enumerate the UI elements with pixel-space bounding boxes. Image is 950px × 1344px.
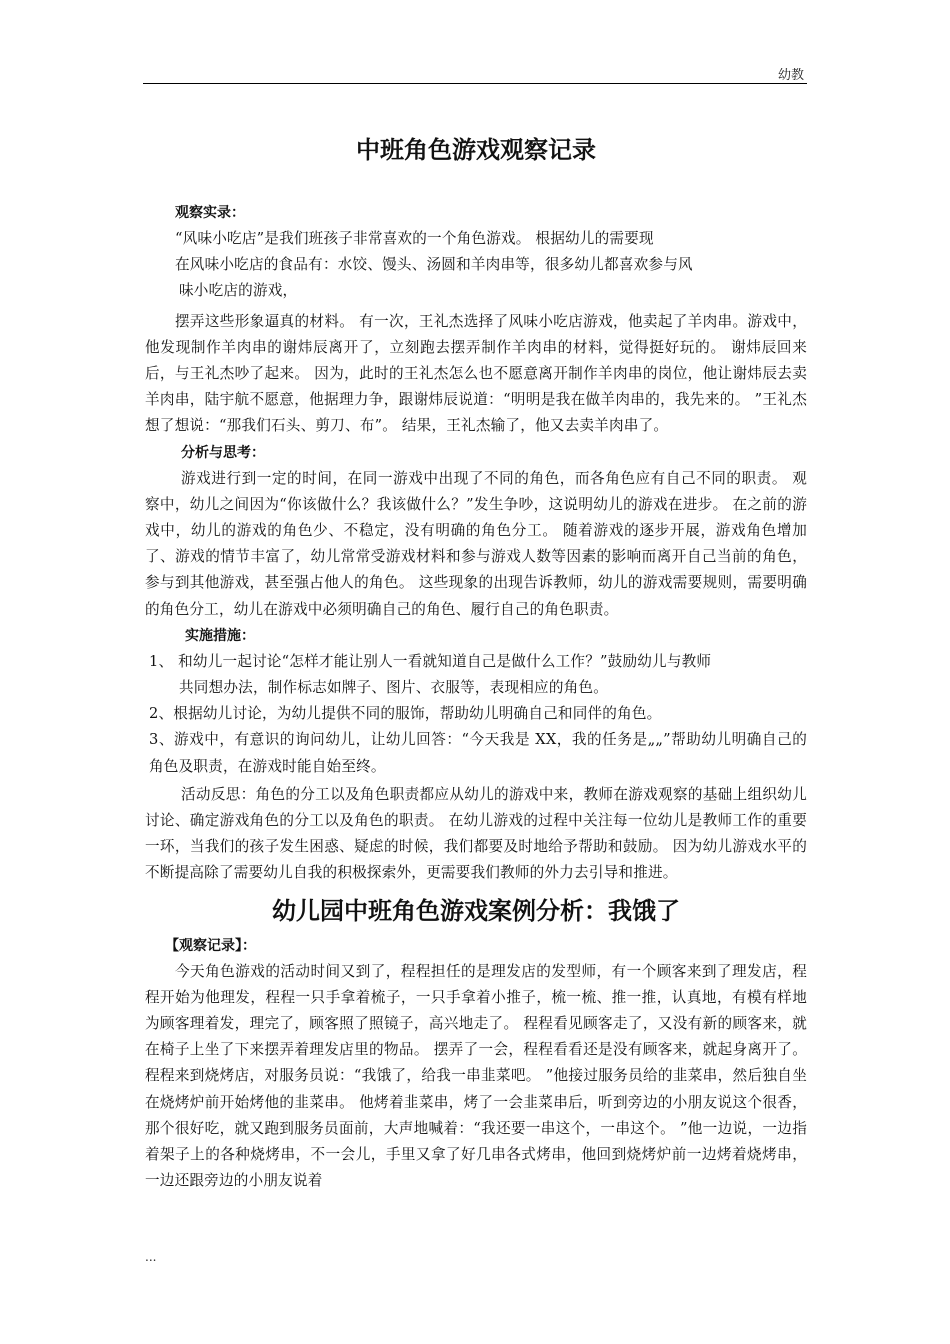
measure-item-1: 1、 和幼儿一起讨论“怎样才能让别人一看就知道自己是做什么工作？”鼓励幼儿与教师 (149, 652, 712, 670)
analysis-heading: 分析与思考： (181, 444, 265, 461)
observation-line-3: 味小吃店的游戏， (179, 282, 298, 300)
document-body (145, 128, 807, 1195)
doc2-title: 幼儿园中班角色游戏案例分析：我饿了 (272, 896, 680, 925)
doc1-title: 中班角色游戏观察记录 (356, 136, 596, 164)
reflection-paragraph: 活动反思：角色的分工以及角色职责都应从幼儿的游戏中来，教师在游戏观察的基础上组织幼儿讨论、确定游戏角色的分工以及角色的职责。 在幼儿游戏的过程中关注每一位幼儿是教师工作的重要一环，当我们的孩子发生困惑、疑虑的时候，我们都要及时地给予帮助和鼓励。 因为幼儿游戏水平的不断提高除了需要幼儿自我的积极探索外，更需要我们教师的外力去引导和推进。 (145, 785, 807, 882)
measure-item-3: 3、游戏中，有意识的询问幼儿，让幼儿回答：“今天我是 XX，我的任务是„„”帮助幼儿明确自己的角色及职责，在游戏时能自始至终。 (149, 731, 807, 775)
analysis-paragraph: 游戏进行到一定的时间，在同一游戏中出现了不同的角色，而各角色应有自己不同的职责。 观察中，幼儿之间因为“你该做什么？我该做什么？”发生争吵，这说明幼儿的游戏在进步。 在之前的游戏中，幼儿的游戏的角色少、不稳定，没有明确的角色分工。 随着游戏的逐步开展，游戏角色增加了、游戏的情节丰富了，幼儿常常受游戏材料和参与游戏人数等因素的影响而离开自己当前的角色，参与到其他游戏，甚至强占他人的角色。 这些现象的出现告诉教师，幼儿的游戏需要规则，需要明确的角色分工，幼儿在游戏中必须明确自己的角色、履行自己的角色职责。 (145, 469, 807, 618)
measures-heading: 实施措施： (185, 627, 255, 644)
header-rule (143, 83, 807, 84)
doc2-observation-heading: 【观察记录】： (165, 937, 256, 954)
observation-heading: 观察实录： (175, 205, 245, 221)
observation-line-1: “风味小吃店”是我们班孩子非常喜欢的一个角色游戏。 根据幼儿的需要现 (175, 230, 654, 247)
measure-item-2: 2、根据幼儿讨论，为幼儿提供不同的服饰，帮助幼儿明确自己和同伴的角色。 (149, 705, 662, 723)
measure-item-1-cont: 共同想办法，制作标志如牌子、图片、衣服等，表现相应的角色。 (179, 679, 609, 697)
observation-line-2: 在风味小吃店的食品有：水饺、馒头、汤圆和羊肉串等，很多幼儿都喜欢参与风 (175, 256, 693, 274)
footer-ellipsis: ... (145, 1250, 157, 1264)
observation-paragraph: 摆弄这些形象逼真的材料。 有一次，王礼杰选择了风味小吃店游戏，他卖起了羊肉串。游戏中，他发现制作羊肉串的谢炜辰离开了，立刻跑去摆弄制作羊肉串的材料，觉得挺好玩的。 谢炜辰回来后，与王礼杰吵了起来。 因为，此时的王礼杰怎么也不愿意离开制作羊肉串的岗位，他让谢炜辰去卖羊肉串，陆宇航不愿意，他据理力争，跟谢炜辰说道：“明明是我在做羊肉串的，我先来的。 ”王礼杰想了想说：“那我们石头、剪刀、布”。 结果，王礼杰输了，他又去卖羊肉串了。 (145, 312, 807, 435)
doc2-observation-paragraph: 今天角色游戏的活动时间又到了，程程担任的是理发店的发型师，有一个顾客来到了理发店，程程开始为他理发，程程一只手拿着梳子，一只手拿着小推子，梳一梳、推一推，认真地，有模有样地为顾客理着发，理完了，顾客照了照镜子，高兴地走了。 程程看见顾客走了，又没有新的顾客来，就在椅子上坐了下来摆弄着理发店里的物品。 摆弄了一会，程程看看还是没有顾客来，就起身离开了。 程程来到烧烤店，对服务员说：“我饿了，给我一串韭菜吧。 ”他接过服务员给的韭菜串，然后独自坐在烧烤炉前开始烤他的韭菜串。 他烤着韭菜串，烤了一会韭菜串后，听到旁边的小朋友说这个很香，那个很好吃，就又跑到服务员面前，大声地喊着：“我还要一串这个，一串这个。 ”他一边说，一边指着架子上的各种烧烤串，不一会儿，手里又拿了好几串各式烤串，他回到烧烤炉前一边烤着烧烤串，一边还跟旁边的小朋友说着 (145, 962, 807, 1190)
header-tag: 幼教 (777, 68, 804, 83)
